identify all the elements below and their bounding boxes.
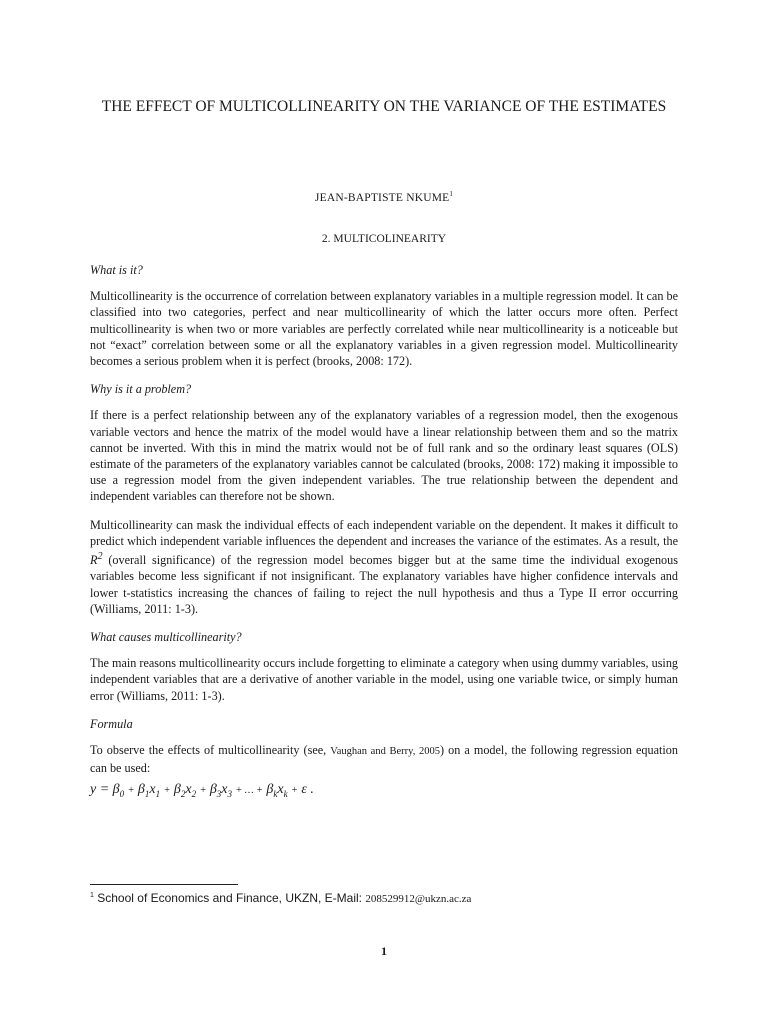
subheading-why-problem: Why is it a problem? [90,382,192,397]
body-text [90,262,678,802]
r-squared-symbol: $R^2$ [90,551,103,568]
paper-title: THE EFFECT OF MULTICOLLINEARITY ON THE VARIANCE OF THE ESTIMATES [101,98,667,115]
page-number: 1 [381,944,387,958]
paragraph-problem: If there is a perfect relationship between any of the explanatory variables of a regression model, then the exogenous variable vectors and hence the matrix of the model would have a linear relationship between them and so the matrix cannot be inverted. With this in mind the matrix would not be of full rank and so the ordinary least squares (OLS) estimate of the parameters of the explanatory variables cannot be calculated (brooks, 2008: 172) making it impossible to use a regression model from the given independent variables. The true relationship between the dependent and independent variables can therefore not be shown. [90,408,678,504]
regression-equation: $y = \beta_0 + \beta_1x_1 + \beta_2x_2 + \beta_3x_3$ + … + $\beta_kx_k + \varepsilon$ . [90,782,314,800]
footnote-divider [90,884,238,885]
author-footnote-mark[interactable]: 1 [449,190,454,198]
citation: Vaughan and Berry, 2005 [330,745,440,757]
footnote [90,891,678,905]
author-line [0,190,768,204]
effects-text-1: Multicollinearity can mask the individual effects of each independent variable on the dependent. It makes it difficult to predict which independent variable influences the dependent and increases the variance of the estimates. As a result, the [90,517,678,548]
section-heading: 2. MULTICOLINEARITY [321,233,447,245]
author-name: JEAN-BAPTISTE NKUME [314,191,450,204]
paragraph-formula: To observe the effects of multicollinearity (see, Vaughan and Berry, 2005) on a model, the following regression equation can be used: [90,742,678,776]
paragraph-effects [90,517,678,617]
footnote-email[interactable]: 208529912@ukzn.ac.za [365,893,472,905]
subheading-what-is-it: What is it? [90,263,143,277]
effects-text-2: (overall significance) of the regression model becomes bigger but at the same time the individual exogenous variables become less significant if not insignificant. The explanatory variables have higher confidence intervals and lower t-statistics increasing the chances of failing to reject the null hypothesis and thus a Type II error occurring (Williams, 2011: 1-3). [90,553,678,616]
footnote-mark: 1 [90,892,94,899]
footnote-text: School of Economics and Finance, UKZN, E-Mail: [93,891,366,905]
subheading-causes: What causes multicollinearity? [90,629,242,644]
subheading-formula: Formula [90,716,133,731]
paragraph-causes: The main reasons multicollinearity occurs include forgetting to eliminate a category when using dummy variables, using independent variables that are a derivative of another variable in the model, using one variable twice, or simply human error (Williams, 2011: 1-3). [90,656,679,703]
paragraph-definition: Multicollinearity is the occurrence of correlation between explanatory variables in a multiple regression model. It can be classified into two categories, perfect and near multicollinearity of which the latter occurs more often. Perfect multicollinearity is when two or more variables are perfectly correlated while near multicollinearity is a noticeable but not “exact” correlation between some or all the explanatory variables in a given regression model. Multicollinearity becomes a serious problem when it is perfect (brooks, 2008: 172). [90,289,678,369]
